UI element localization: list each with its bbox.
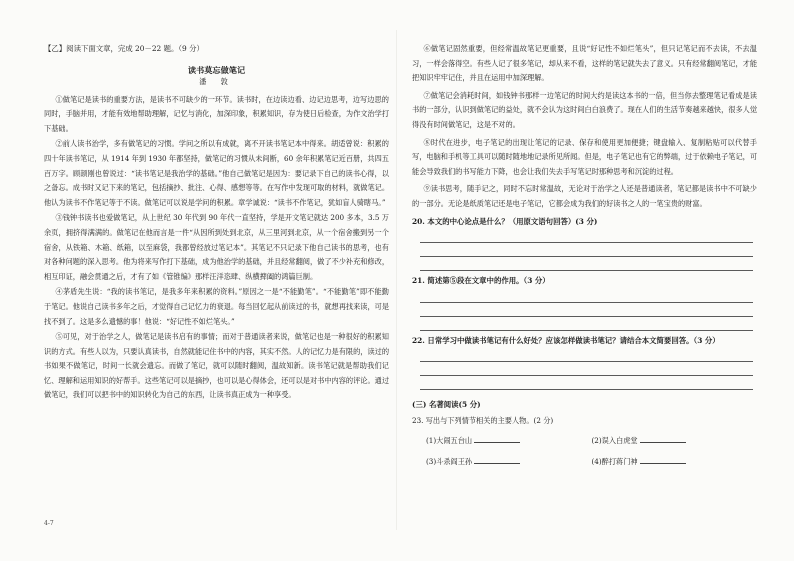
fill-blank[interactable] xyxy=(640,433,686,443)
fill-blank[interactable] xyxy=(640,454,686,464)
paragraph-1: ①做笔记是读书的重要方法，是读书不可缺少的一环节。读书时，在边读边看、边记边思考，边写边思的同时，手脑并用，才能有效地帮助理解，记忆与消化，加深印象，积累知识，存为使日后检查，为作文治学打下基础。 xyxy=(44,94,390,133)
answer-line[interactable] xyxy=(420,303,753,317)
item-label: (2)误入白虎堂 xyxy=(591,435,638,445)
answer-line[interactable] xyxy=(420,362,753,376)
answer-line[interactable] xyxy=(420,229,753,243)
fill-blank[interactable] xyxy=(474,433,520,443)
answer-lines-21 xyxy=(412,289,757,331)
answer-line[interactable] xyxy=(420,243,753,257)
fill-blank[interactable] xyxy=(474,454,520,464)
paragraph-8: ⑧时代在进步，电子笔记的出现让笔记的记录、保存和使用更加便捷；键盘输入、复制粘贴可以代替手写，电脑和手机等工具可以随时随地地记录所见所闻。但是，电子笔记也有它的弊端，过于依赖电子笔记，可能会导致我们的书写能力下降，也会让我们失去手写笔记时那种思考和沉淀的过程。 xyxy=(412,137,758,176)
answer-line[interactable] xyxy=(420,257,753,271)
item-label: (1)大闹五台山 xyxy=(426,435,473,445)
paragraph-7: ⑦做笔记会消耗时间，如钱钟书那样一边笔记的时间大约是读这本书的一倍，但当你去整理笔记看成是读书的一部分，认识到做笔记的益处，就不会认为这时间白白浪费了。现在人们的生活节奏越来越快，很多人觉得没有时间做笔记，这是不对的。 xyxy=(412,90,758,129)
question-22: 22. 日常学习中做读书笔记有什么好处？应该怎样做读书笔记？请结合本文简要回答。（3 分） xyxy=(412,335,720,345)
page-mark: 4-7 xyxy=(44,520,54,527)
item-4 xyxy=(592,454,758,470)
question-21: 21. 简述第⑤段在文章中的作用。（3 分） xyxy=(412,276,550,286)
item-3 xyxy=(426,454,592,470)
item-label: (3)斗杀阎王孙 xyxy=(426,457,473,467)
question-23: 23. 写出与下列情节相关的主要人物。(2 分) xyxy=(412,415,554,425)
paragraph-3: ③钱钟书读书也爱做笔记，从上世纪 30 年代到 90 年代一直坚持，学是开文笔记就达 200 多本，3.5 万余页，拥挤得满满的。做笔记在他而言是一件“从因所到处到北京，从三里河到北京，从一个宿舍搬到另一个宿舍，从铁箱、木箱、纸箱，以至麻袋，我都曾经放过笔记本”。其笔记不只记录下他自己读书的思考，也有对各种问题的深入思考。他为将来写作打下基础，成为他治学的基础，并且经常翻阅，做了不少补充和修改，相互印证，融会贯通之后，才有了如《管锥编》那样汪洋恣肆、纵横捭阖的鸿篇巨制。 xyxy=(44,213,390,281)
left-column xyxy=(44,42,389,404)
answer-lines-22 xyxy=(412,348,757,390)
item-label: (4)醉打蒋门神 xyxy=(591,457,638,467)
answer-line[interactable] xyxy=(420,348,753,362)
question-23-items xyxy=(426,433,757,470)
page-fold-divider xyxy=(396,30,397,530)
question-20: 20. 本文的中心论点是什么？（用原文语句回答）(3 分) xyxy=(412,216,598,226)
item-1 xyxy=(426,433,592,449)
section-3-heading: (三) 名著阅读(5 分) xyxy=(412,400,481,410)
answer-line[interactable] xyxy=(420,317,753,331)
paragraph-9: ⑨读书思考，随手记之，同时不忘时常温故，无论对于治学之人还是普通读者，笔记都是读书中不可缺少的一部分。无论是纸质笔记还是电子笔记，它都会成为我们的好读书之人的一笔宝贵的财富。 xyxy=(412,184,757,208)
article-author: 潘 敦 xyxy=(199,76,234,86)
right-column xyxy=(412,42,757,470)
paragraph-2: ②前人读书治学，多有做笔记的习惯。学问之所以有成就，离不开读书笔记本中得来。胡适曾说：积累的四十年读书笔记，从 1914 年到 1930 年都坚持，做笔记的习惯从未间断，60 余年积累笔记近百册，共四五百万字。顾颉刚也曾说过：“读书笔记是我治学的基础。”他自己做笔记是因为：要记录下自己的读书心得，以之备忘。成书时又记下来的笔记，包括摘抄、批注、心得、感想等等。在写作中发现可取的材料，就做笔记。他认为读书不作笔记等于不读。做笔记可以说是学问的积累。章学诚说：“读书不作笔记，犹如盲人骑瞎马。” xyxy=(44,139,390,207)
item-2 xyxy=(592,433,758,449)
answer-line[interactable] xyxy=(420,289,753,303)
paragraph-6: ⑥做笔记固然重要，但经常温故笔记更重要，且说“好记性不如烂笔头”，但只记笔记而不去读，不去温习，一样会落得空。有些人记了很多笔记，却从来不看，这样的笔记就失去了意义。只有经常翻阅笔记，才能把知识牢牢记住，并且在运用中加深理解。 xyxy=(412,44,758,83)
answer-lines-20 xyxy=(412,229,757,271)
paragraph-4: ④茅盾先生说：“我的读书笔记，是我多年来积累的资料。”原因之一是“不能勤笔”。“不能勤笔”即不能勤于笔记。他说自己读书多年之后，才觉得自己记忆力的衰退。每当回忆起从前读过的书，就想再找来读，可是找不到了。这是多么遗憾的事！他说：“好记性不如烂笔头。” xyxy=(44,287,390,326)
paragraph-5: ⑤可见，对于治学之人，做笔记是读书启有的事情；而对于普通读者来说，做笔记也是一种很好的积累知识的方式。有些人以为，只要认真读书，自然就能记住书中的内容，其实不然。人的记忆力是有限的，读过的书如果不做笔记，时间一长就会遗忘。而做了笔记，就可以随时翻阅，温故知新。读书笔记就是帮助我们记忆、理解和运用知识的好帮手。这些笔记可以是摘抄，也可以是心得体会，还可以是对书中内容的评论。通过做笔记，我们可以把书中的知识转化为自己的东西，让读书真正成为一种享受。 xyxy=(44,332,390,400)
section-intro: 【乙】阅读下面文章，完成 20－22 题。（9 分） xyxy=(44,44,204,53)
article-title: 读书莫忘做笔记 xyxy=(187,64,246,75)
answer-line[interactable] xyxy=(420,376,753,390)
